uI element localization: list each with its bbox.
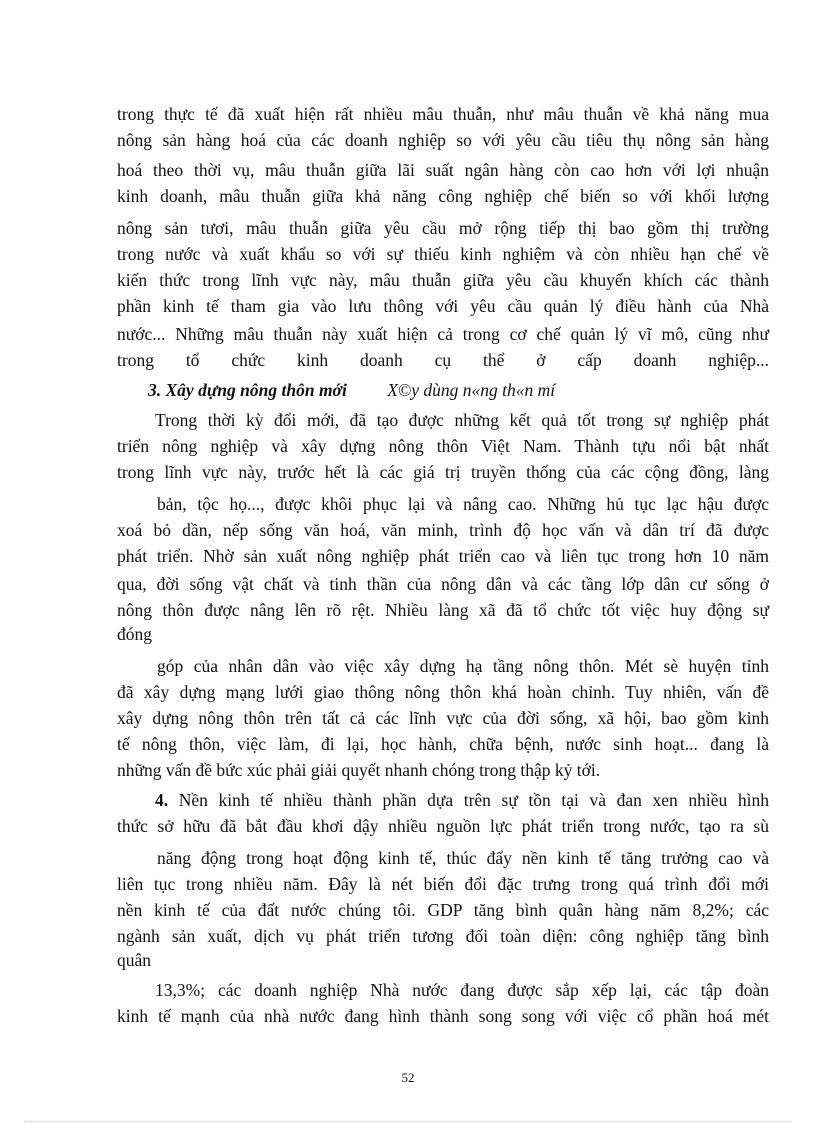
- text-line: hoá theo thời vụ, mâu thuẫn giữa lãi suất ngân hàng còn cao hơn với lợi nhuận: [117, 160, 769, 180]
- text-line: qua, đời sống vật chất và tinh thần của nông dân và các tầng lớp dân cư sống ở: [117, 574, 769, 594]
- text-line: liên tục trong nhiều năm. Đây là nét biến đổi đặc trưng trong quá trình đổi mới: [117, 874, 769, 894]
- section-heading-duplicate: X©y dùng n«ng th«n mí: [387, 380, 556, 400]
- text-line: xoá bỏ dần, nếp sống văn hoá, văn minh, trình độ học vấn và dân trí đã được: [117, 520, 769, 540]
- text-line: Nền kinh tế nhiều thành phần dựa trên sự tồn tại và đan xen nhiều hình: [178, 790, 770, 810]
- text-line: năng động trong hoạt động kinh tế, thúc đẩy nền kinh tế tăng trưởng cao và: [157, 848, 769, 868]
- text-line: kinh doanh, mâu thuẫn giữa khả năng công nghiệp chế biến so với khối lượng: [117, 186, 769, 206]
- text-line: nông thôn được nâng lên rõ rệt. Nhiều làng xã đã tổ chức tốt việc huy động sự: [117, 600, 769, 620]
- text-line: đóng: [117, 624, 152, 644]
- text-line: nước... Những mâu thuẫn này xuất hiện cả trong cơ chế quản lý vĩ mô, cũng như: [117, 324, 769, 344]
- text-line: trong lĩnh vực này, trước hết là các giá trị truyền thống của các cộng đồng, làng: [117, 462, 769, 482]
- text-line: phần kinh tế tham gia vào lưu thông với yêu cầu quản lý điều hành của Nhà: [117, 296, 769, 316]
- text-line: nông sản hàng hoá của các doanh nghiệp so với yêu cầu tiêu thụ nông sản hàng: [117, 130, 769, 150]
- text-line: kinh tế mạnh của nhà nước đang hình thành song song với việc cổ phần hoá mét: [117, 1006, 769, 1026]
- text-line: ngành sản xuất, dịch vụ phát triển tương đối toàn diện: công nghiệp tăng bình: [117, 926, 769, 946]
- page-number: 52: [401, 1070, 415, 1085]
- text-line: triển nông nghiệp và xây dựng nông thôn Việt Nam. Thành tựu nổi bật nhất: [117, 436, 769, 456]
- text-line: trong tổ chức kinh doanh cụ thể ở cấp doanh nghiệp...: [117, 350, 769, 370]
- text-line: trong thực tế đã xuất hiện rất nhiều mâu thuẫn, như mâu thuẫn về khả năng mua: [117, 104, 769, 124]
- text-line: 13,3%; các doanh nghiệp Nhà nước đang được sắp xếp lại, các tập đoàn: [155, 980, 769, 1000]
- item-number: 4.: [155, 790, 169, 810]
- text-line: xây dựng nông thôn trên tất cả các lĩnh vực của đời sống, xã hội, bao gồm kinh: [117, 708, 769, 728]
- text-line: trong nước và xuất khẩu so với sự thiếu kinh nghiệm và còn nhiều hạn chế về: [117, 244, 769, 264]
- text-line: nền kinh tế của đất nước chúng tôi. GDP tăng bình quân hàng năm 8,2%; các: [117, 900, 769, 920]
- page-bottom-rule: [24, 1121, 792, 1122]
- text-line: quân: [117, 950, 152, 970]
- text-line: góp của nhân dân vào việc xây dựng hạ tầng nông thôn. Mét sè huyện tỉnh: [157, 656, 769, 676]
- text-line: những vấn đề bức xúc phải giải quyết nhanh chóng trong thập kỷ tới.: [117, 760, 601, 780]
- text-line: tế nông thôn, việc làm, đi lại, học hành, chữa bệnh, nước sinh hoạt... đang là: [117, 734, 769, 754]
- text-line: bản, tộc họ..., được khôi phục lại và nâng cao. Những hủ tục lạc hậu được: [157, 494, 769, 514]
- text-line: nông sản tươi, mâu thuẫn giữa yêu cầu mở rộng tiếp thị bao gồm thị trường: [117, 218, 769, 238]
- section-heading-title: 3. Xây dựng nông thôn mới: [148, 380, 347, 400]
- text-line: kiến thức trong lĩnh vực này, mâu thuẫn giữa yêu cầu khuyến khích các thành: [117, 270, 769, 290]
- numbered-paragraph-line: [155, 790, 769, 810]
- text-line: Trong thời kỳ đổi mới, đã tạo được những kết quả tốt trong sự nghiệp phát: [155, 410, 769, 430]
- section-heading: [148, 380, 555, 400]
- text-line: thức sở hữu đã bắt đầu khơi dậy nhiều nguồn lực phát triển trong nước, tạo ra sù: [117, 816, 769, 836]
- text-line: đã xây dựng mạng lưới giao thông nông thôn khá hoàn chỉnh. Tuy nhiên, vấn đề: [117, 682, 769, 702]
- text-line: phát triển. Nhờ sản xuất nông nghiệp phát triển cao và liên tục trong hơn 10 năm: [117, 546, 769, 566]
